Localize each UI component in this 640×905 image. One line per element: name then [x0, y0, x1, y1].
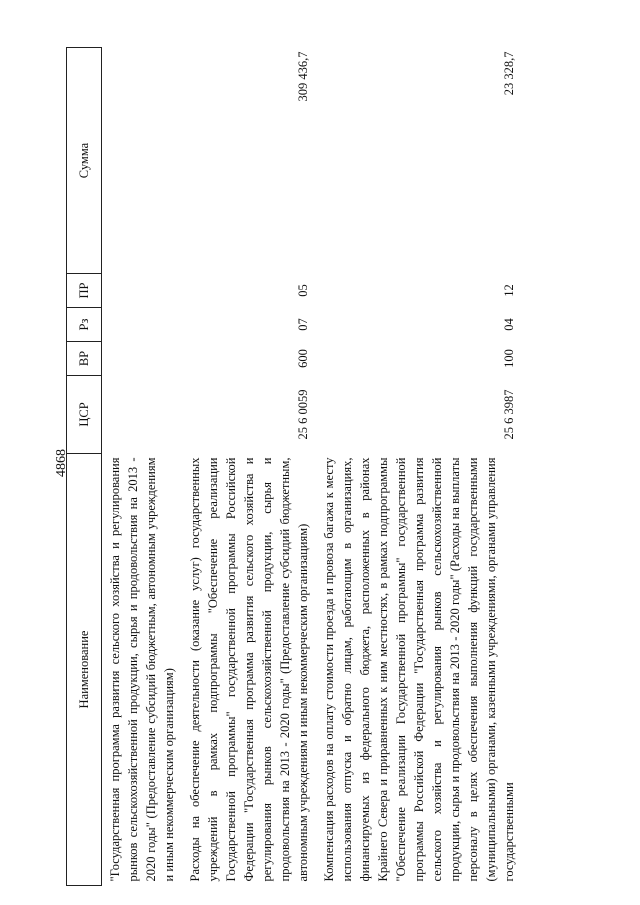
row-csr: 25 6 0059 [296, 389, 310, 440]
header-csr: ЦСР [67, 376, 102, 454]
header-pr: ПР [67, 274, 102, 308]
budget-table [66, 47, 522, 886]
row-sum: 23 328,7 [502, 51, 516, 96]
page-number: 4868 [54, 449, 69, 477]
row-sum [102, 48, 183, 274]
header-rz: Рз [67, 308, 102, 342]
table-row [182, 48, 316, 886]
row-vr: 600 [296, 349, 310, 368]
header-sum: Сумма [67, 48, 102, 274]
row-csr [102, 376, 183, 454]
row-rz: 07 [296, 318, 310, 331]
table-header-row [67, 48, 102, 886]
row-pr: 05 [296, 284, 310, 297]
row-name: "Государственная программа развития сельского хозяйства и регулирования рынков сельскохозяйственной продукции, сырья и продовольствия на 2013 - 2020 годы" (Предоставление субсидий бюджетным, автономным учреждениям и иным некоммерческим организациям) [108, 457, 176, 882]
row-rz [102, 308, 183, 342]
header-vr: ВР [67, 342, 102, 376]
rotated-page-area [66, 48, 606, 886]
row-name: Компенсация расходов на оплату стоимости проезда и провоза багажа к месту использования отпуска и обратно лицам, работающим в организациях, финансируемых из федерального бюджета, расположенных в районах Крайнего Севера и приравненных к ним местностях, в рамках подпрограммы "Обеспечение реализации Государственной программы" государственной программы Российской Федерации "Государственная программа развития сельского хозяйства и регулирования рынков сельскохозяйственной продукции, сырья и продовольствия на 2013 - 2020 годы" (Расходы на выплаты персоналу в целях обеспечения выполнения функций государственными (муниципальными) органами, казенными учреждениями, органами управления государственными [322, 457, 516, 882]
row-vr [102, 342, 183, 376]
row-pr: 12 [502, 284, 516, 297]
table-row [102, 48, 183, 886]
header-name: Наименование [67, 454, 102, 886]
row-csr: 25 6 3987 [502, 389, 516, 440]
rotated-table-container [66, 48, 606, 886]
row-vr: 100 [502, 349, 516, 368]
row-pr [102, 274, 183, 308]
table-row [316, 48, 522, 886]
row-sum: 309 436,7 [296, 51, 310, 102]
row-name: Расходы на обеспечение деятельности (оказание услуг) государственных учреждений в рамках подпрограммы "Обеспечение реализации Государственной программы" государственной программы Российской Федерации "Государственная программа развития сельского хозяйства и регулирования рынков сельскохозяйственной продукции, сырья и продовольствия на 2013 - 2020 годы" (Предоставление субсидий бюджетным, автономным учреждениям и иным некоммерческим организациям) [188, 457, 310, 882]
row-rz: 04 [502, 318, 516, 331]
